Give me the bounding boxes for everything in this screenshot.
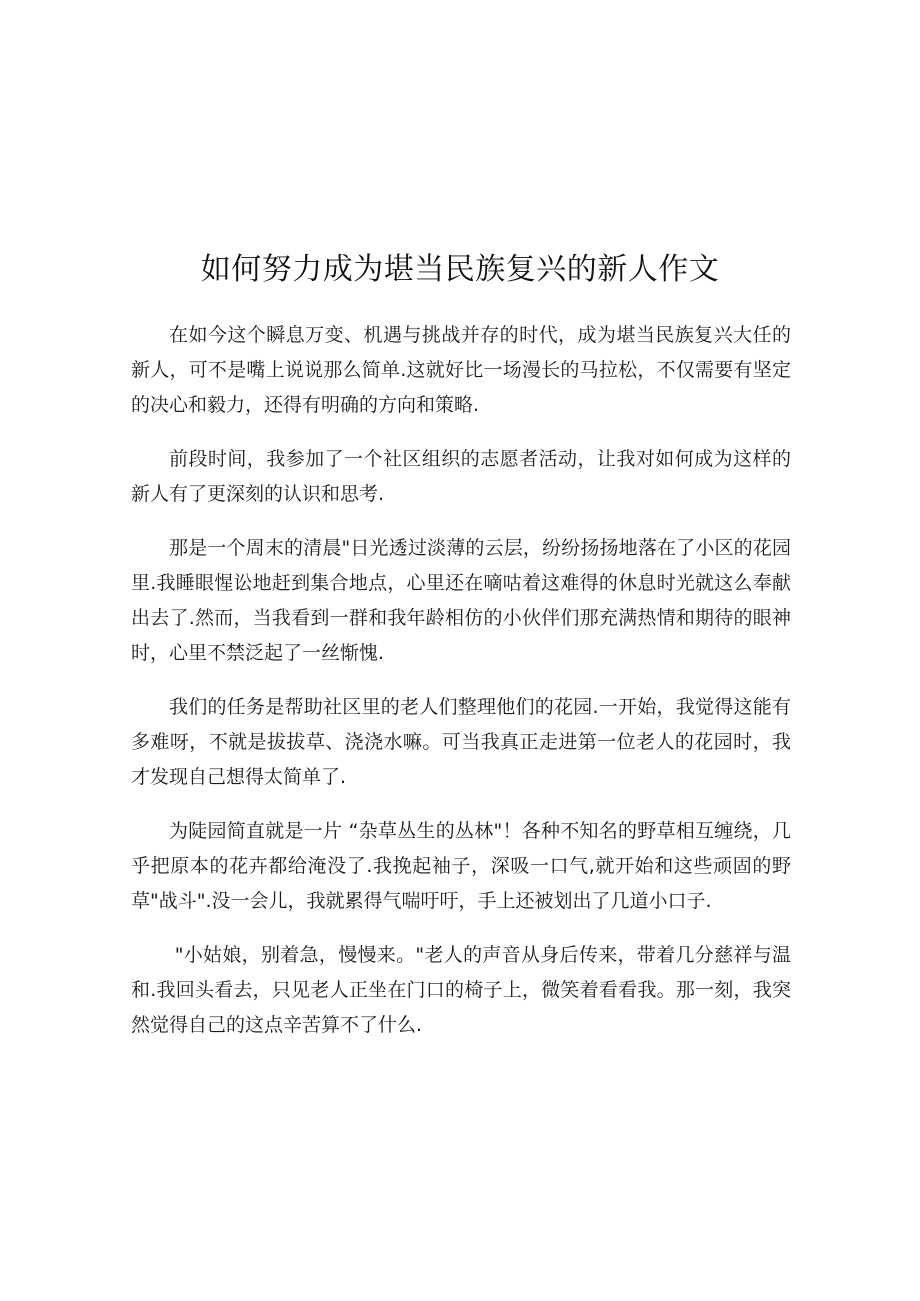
paragraph-5: 为陡园简直就是一片 “杂草丛生的丛林"！各种不知名的野草相互缠绕，几乎把原本的花卉都给淹没了.我挽起袖子，深吸一口气,就开始和这些顽固的野草"战斗".没一会儿，我就累得气喘吁吁，手上还被划出了几道小口子. [131,820,791,912]
paragraph-2: 前段时间，我参加了一个社区组织的志愿者活动，让我对如何成为这样的新人有了更深刻的认识和思考. [131,448,791,505]
paragraph-6: "小姑娘，别着急，慢慢来。"老人的声音从身后传来，带着几分慈祥与温和.我回头看去，只见老人正坐在门口的椅子上，微笑着看看我。那一刻，我突然觉得自己的这点辛苦算不了什么. [131,944,791,1036]
paragraph-3: 那是一个周末的清晨"日光透过淡薄的云层，纷纷扬扬地落在了小区的花园里.我睡眼惺讼地赶到集合地点，心里还在嘀咕着这难得的休息时光就这么奉献出去了.然而，当我看到一群和我年龄相仿的小伙伴们那充满热情和期待的眼神时，心里不禁泛起了一丝惭愧. [131,537,791,664]
paragraph-4: 我们的任务是帮助社区里的老人们整理他们的花园.一开始，我觉得这能有多难呀，不就是拔拔草、浇浇水嘛。可当我真正走进第一位老人的花园时，我才发现自己想得太简单了. [131,696,791,788]
paragraph-1: 在如今这个瞬息万变、机遇与挑战并存的时代，成为堪当民族复兴大任的新人，可不是嘴上说说那么简单.这就好比一场漫长的马拉松，不仅需要有坚定的决心和毅力，还得有明确的方向和策略. [131,324,791,416]
essay-body [131,318,791,1062]
page-title: 如何努力成为堪当民族复兴的新人作文 [200,252,720,287]
